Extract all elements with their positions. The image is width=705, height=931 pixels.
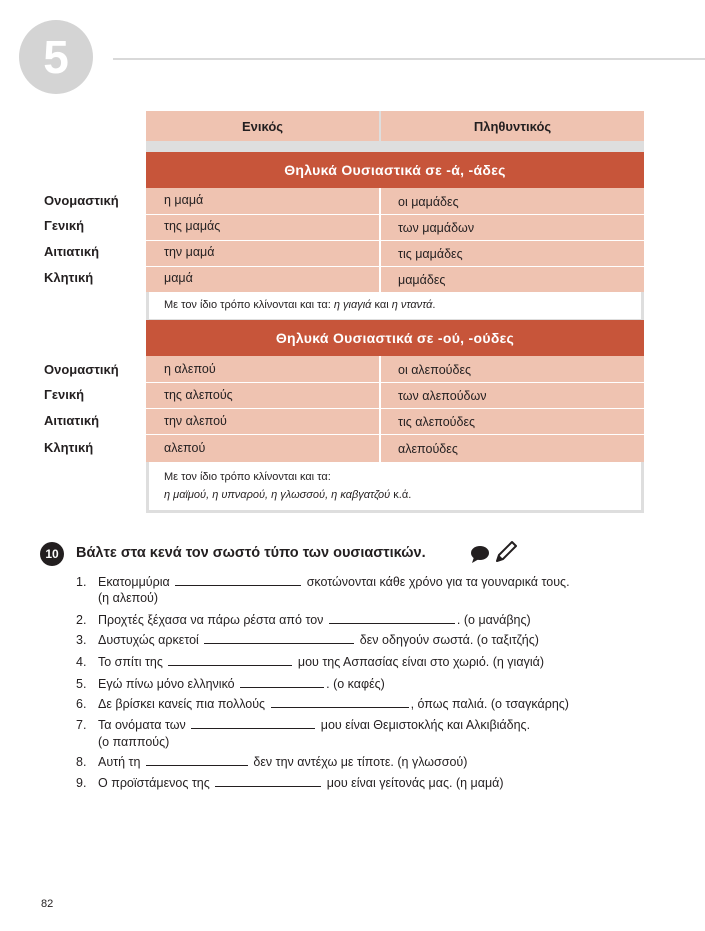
exercise-item-hint: (η αλεπού): [98, 591, 159, 605]
exercise-item: 3. Δυστυχώς αρκετοί δεν οδηγούν σωστά. (ο ταξιτζής): [76, 633, 539, 647]
note-text: Με τον ίδιο τρόπο κλίνονται και τα: η γιαγιά και η νταντά.: [164, 299, 436, 311]
column-divider: [379, 356, 381, 462]
exercise-item-hint: (ο παππούς): [98, 735, 170, 749]
exercise-item: 8. Αυτή τη δεν την αντέχω με τίποτε. (η γλωσσού): [76, 755, 468, 769]
section-title-a: Θηλυκά Ουσιαστικά σε -ά, -άδες: [146, 152, 644, 188]
cell-singular: την μαμά: [164, 245, 215, 259]
cell-plural: οι αλεπούδες: [398, 363, 472, 377]
section-b-rows: [146, 356, 644, 462]
cell-singular: η μαμά: [164, 193, 204, 207]
case-label: Γενική: [44, 387, 85, 402]
cell-singular: την αλεπού: [164, 414, 227, 428]
cell-singular: της αλεπούς: [164, 388, 233, 402]
answer-blank[interactable]: [215, 775, 321, 787]
case-label: Κλητική: [44, 270, 94, 285]
answer-blank[interactable]: [240, 676, 324, 688]
section-b-note: [149, 462, 641, 510]
page-number: 82: [41, 898, 54, 910]
row-divider: [146, 382, 644, 383]
exercise-icons: [470, 540, 520, 566]
cell-plural: οι μαμάδες: [398, 195, 459, 209]
case-label: Ονομαστική: [44, 193, 119, 208]
answer-blank[interactable]: [329, 612, 455, 624]
exercise-number-badge: 10: [40, 542, 64, 566]
header-rule: [113, 58, 705, 60]
cell-singular: μαμά: [164, 271, 193, 285]
row-divider: [146, 240, 644, 241]
exercise-item: 4. Το σπίτι της μου της Ασπασίας είναι στο χωριό. (η γιαγιά): [76, 655, 544, 669]
cell-plural: αλεπούδες: [398, 442, 458, 456]
cell-plural: των μαμάδων: [398, 221, 475, 235]
exercise-item: 9. Ο προϊστάμενος της μου είναι γείτονάς μας. (η μαμά): [76, 776, 504, 790]
case-label: Κλητική: [44, 440, 94, 455]
exercise-item: 7. Τα ονόματα των μου είναι Θεμιστοκλής και Αλκιβιάδης.: [76, 718, 531, 732]
section-a-note: [149, 292, 641, 319]
cell-plural: τις μαμάδες: [398, 247, 463, 261]
cell-singular: αλεπού: [164, 441, 206, 455]
exercise-title: Βάλτε στα κενά τον σωστό τύπο των ουσιαστικών.: [76, 545, 426, 561]
note-text: η μαϊμού, η υπναρού, η γλωσσού, η καβγατζού κ.ά.: [164, 489, 412, 501]
answer-blank[interactable]: [146, 754, 248, 766]
column-header-plural: Πληθυντικός: [381, 111, 644, 141]
chapter-number-badge: 5: [19, 20, 93, 94]
declension-table: [146, 111, 644, 513]
row-divider: [146, 214, 644, 215]
exercise-item: 6. Δε βρίσκει κανείς πια πολλούς , όπως παλιά. (ο τσαγκάρης): [76, 697, 569, 711]
row-divider: [146, 408, 644, 409]
cell-plural: τις αλεπούδες: [398, 415, 476, 429]
answer-blank[interactable]: [175, 574, 301, 586]
cell-singular: της μαμάς: [164, 219, 221, 233]
section-a-rows: [146, 188, 644, 292]
cell-singular: η αλεπού: [164, 362, 216, 376]
cell-plural: μαμάδες: [398, 273, 446, 287]
cell-plural: των αλεπούδων: [398, 389, 487, 403]
answer-blank[interactable]: [204, 632, 354, 644]
exercise-item: 5. Εγώ πίνω μόνο ελληνικό . (ο καφές): [76, 677, 385, 691]
speech-bubble-icon: [471, 546, 489, 563]
case-label: Αιτιατική: [44, 244, 100, 259]
pencil-icon: [497, 542, 516, 561]
note-text: Με τον ίδιο τρόπο κλίνονται και τα:: [164, 471, 331, 483]
column-header-singular: Ενικός: [146, 111, 379, 141]
row-divider: [146, 266, 644, 267]
case-label: Γενική: [44, 218, 85, 233]
answer-blank[interactable]: [168, 654, 292, 666]
case-label: Αιτιατική: [44, 413, 100, 428]
exercise-item: 1. Εκατομμύρια σκοτώνονται κάθε χρόνο για τα γουναρικά τους.: [76, 575, 570, 589]
exercise-item: 2. Προχτές ξέχασα να πάρω ρέστα από τον . (ο μανάβης): [76, 613, 531, 627]
case-label: Ονομαστική: [44, 362, 119, 377]
section-title-b: Θηλυκά Ουσιαστικά σε -ού, -ούδες: [146, 320, 644, 356]
answer-blank[interactable]: [271, 696, 409, 708]
answer-blank[interactable]: [191, 717, 315, 729]
row-divider: [146, 434, 644, 435]
